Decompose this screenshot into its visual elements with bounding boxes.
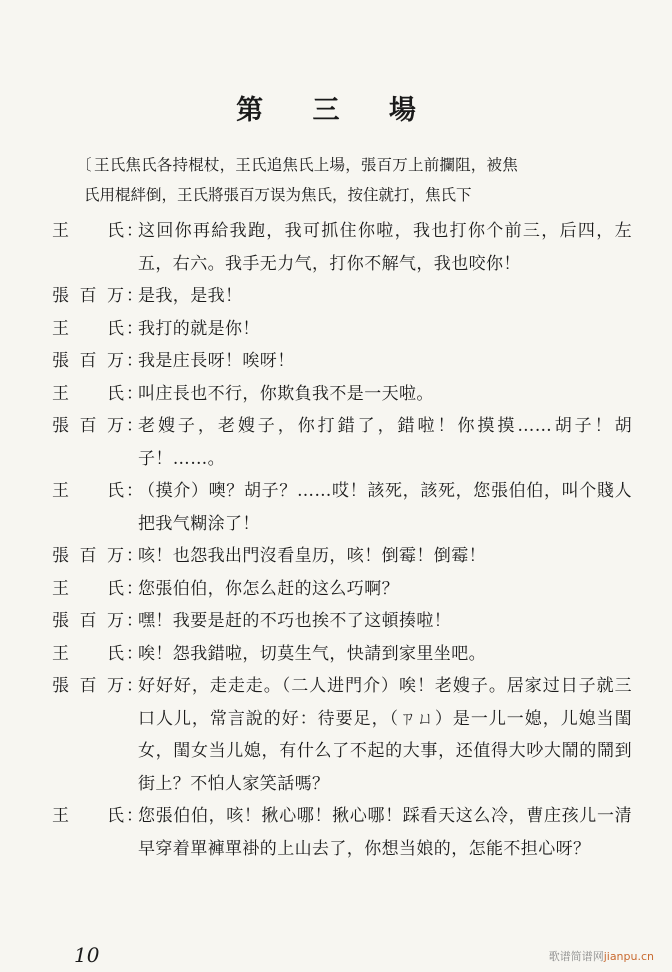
speaker-char: 張 xyxy=(52,676,69,696)
speaker-colon: ： xyxy=(126,221,143,241)
speaker-name xyxy=(52,800,143,833)
stage-bracket: 〔 xyxy=(76,156,92,174)
speaker-name xyxy=(52,638,143,671)
speaker-colon: ： xyxy=(126,611,143,631)
dialogue-text: 您張伯伯，你怎么赶的这么巧啊？ xyxy=(138,578,399,599)
speaker-name xyxy=(52,540,143,573)
speaker-char: 氏 xyxy=(107,481,124,501)
page-number: 10 xyxy=(74,943,100,967)
speaker-char: 万 xyxy=(107,286,124,306)
dialogue-text: 我是庄長呀！唉呀！ xyxy=(138,351,295,371)
speaker-char: 百 xyxy=(79,676,97,696)
stage-direction xyxy=(76,150,624,210)
dialogue-entry xyxy=(52,345,632,378)
speaker-char: 百 xyxy=(79,611,97,631)
dialogue-entry xyxy=(52,573,632,606)
watermark xyxy=(549,948,654,964)
speaker-char: 氏 xyxy=(107,221,124,241)
speaker-colon: ： xyxy=(126,546,143,566)
speaker-char: 王 xyxy=(52,221,69,241)
dialogue-text: 是我，是我！ xyxy=(138,286,243,306)
speaker-char: 張 xyxy=(52,351,69,371)
speaker-colon: ： xyxy=(126,286,143,306)
speaker-name xyxy=(52,573,143,606)
speaker-colon: ： xyxy=(126,481,143,501)
speaker-name xyxy=(52,345,143,378)
dialogue-text: 您張伯伯，咳！揪心哪！揪心哪！踩看天这么冷，曹庄孩儿一清早穿着單褲單褂的上山去了，你想当娘的，怎能不担心呀？ xyxy=(138,806,632,859)
speaker-char: 百 xyxy=(79,416,97,436)
speaker-char: 張 xyxy=(52,416,69,436)
speaker-char: 万 xyxy=(107,351,124,371)
speaker-name xyxy=(52,215,143,248)
watermark-site: jianpu.cn xyxy=(603,950,654,963)
dialogue-text: 好好好，走走走。（二人进門介）唉！老嫂子。居家过日子就三口人儿，常言說的好：待要足，（ㄗㄩ）是一儿一媳，儿媳当閨女，閨女当儿媳，有什么了不起的大事，还值得大吵大鬧的鬧到街上？不怕人家笑話嗎？ xyxy=(138,676,632,794)
speaker-name xyxy=(52,670,143,703)
dialogue-entry xyxy=(52,670,632,800)
dialogue-entry xyxy=(52,638,632,671)
dialogue-entry xyxy=(52,540,632,573)
speaker-char: 氏 xyxy=(107,318,124,339)
dialogue-text: 叫庄長也不行，你欺負我不是一天啦。 xyxy=(138,383,434,404)
speaker-name xyxy=(52,313,143,346)
dialogue-text: 唉！怨我錯啦，切莫生气，快請到家里坐吧。 xyxy=(138,643,486,664)
speaker-char: 王 xyxy=(52,481,69,501)
dialogue-entry xyxy=(52,800,632,865)
speaker-colon: ： xyxy=(126,351,143,371)
speaker-char: 王 xyxy=(52,383,69,404)
speaker-char: 氏 xyxy=(107,806,124,826)
speaker-char: 万 xyxy=(107,546,124,566)
speaker-name xyxy=(52,475,143,508)
speaker-char: 張 xyxy=(52,611,69,631)
speaker-colon: ： xyxy=(126,318,143,339)
speaker-colon: ： xyxy=(126,578,143,599)
speaker-char: 万 xyxy=(107,416,124,436)
watermark-name: 歌谱简谱网 xyxy=(548,950,604,963)
speaker-char: 王 xyxy=(52,643,69,664)
dialogue-text: 咳！也怨我出門沒看皇历，咳！倒霉！倒霉！ xyxy=(138,546,486,566)
dialogue-entry xyxy=(52,475,632,540)
dialogue-entry xyxy=(52,215,632,280)
speaker-name xyxy=(52,378,143,411)
speaker-char: 王 xyxy=(52,806,69,826)
speaker-char: 万 xyxy=(107,611,124,631)
dialogue-entry xyxy=(52,378,632,411)
speaker-char: 百 xyxy=(79,286,97,306)
speaker-colon: ： xyxy=(126,676,143,696)
speaker-colon: ： xyxy=(126,383,143,404)
dialogue-text: 嘿！我要是赶的不巧也挨不了这頓揍啦！ xyxy=(138,611,452,631)
speaker-colon: ： xyxy=(126,416,143,436)
dialogue-text: 老嫂子，老嫂子，你打錯了，錯啦！你摸摸……胡子！胡子！……。 xyxy=(138,416,632,469)
speaker-name xyxy=(52,280,143,313)
stage-direction-line-1: 王氏焦氏各持棍杖，王氏追焦氏上場，張百万上前攔阻，被焦 xyxy=(94,156,518,174)
speaker-char: 氏 xyxy=(107,383,124,404)
speaker-colon: ： xyxy=(126,643,143,664)
dialogue-entry xyxy=(52,280,632,313)
speaker-name xyxy=(52,605,143,638)
speaker-char: 王 xyxy=(52,318,69,339)
speaker-char: 張 xyxy=(52,286,69,306)
speaker-char: 百 xyxy=(79,546,97,566)
dialogue-text: 我打的就是你！ xyxy=(138,318,260,339)
dialogue-text: 这回你再給我跑，我可抓住你啦，我也打你个前三，后四，左五，右六。我手无力气，打你不解气，我也咬你！ xyxy=(138,221,632,274)
speaker-name xyxy=(52,410,143,443)
speaker-colon: ： xyxy=(126,806,143,826)
stage-direction-line-2: 氏用棍絆倒，王氏將張百万误为焦氏，按住就打，焦氏下 xyxy=(84,186,472,204)
speaker-char: 張 xyxy=(52,546,69,566)
speaker-char: 氏 xyxy=(107,578,124,599)
speaker-char: 王 xyxy=(52,578,69,599)
dialogue-text: （摸介）噢？胡子？……哎！該死，該死，您張伯伯，叫个賤人把我气糊涂了！ xyxy=(138,481,632,534)
speaker-char: 万 xyxy=(107,676,124,696)
dialogue-entry xyxy=(52,313,632,346)
dialogue-entry xyxy=(52,410,632,475)
speaker-char: 氏 xyxy=(107,643,124,664)
scene-title: 第 三 場 xyxy=(236,95,436,126)
dialogue-entry xyxy=(52,605,632,638)
speaker-char: 百 xyxy=(79,351,97,371)
dialogue-list xyxy=(52,215,632,865)
